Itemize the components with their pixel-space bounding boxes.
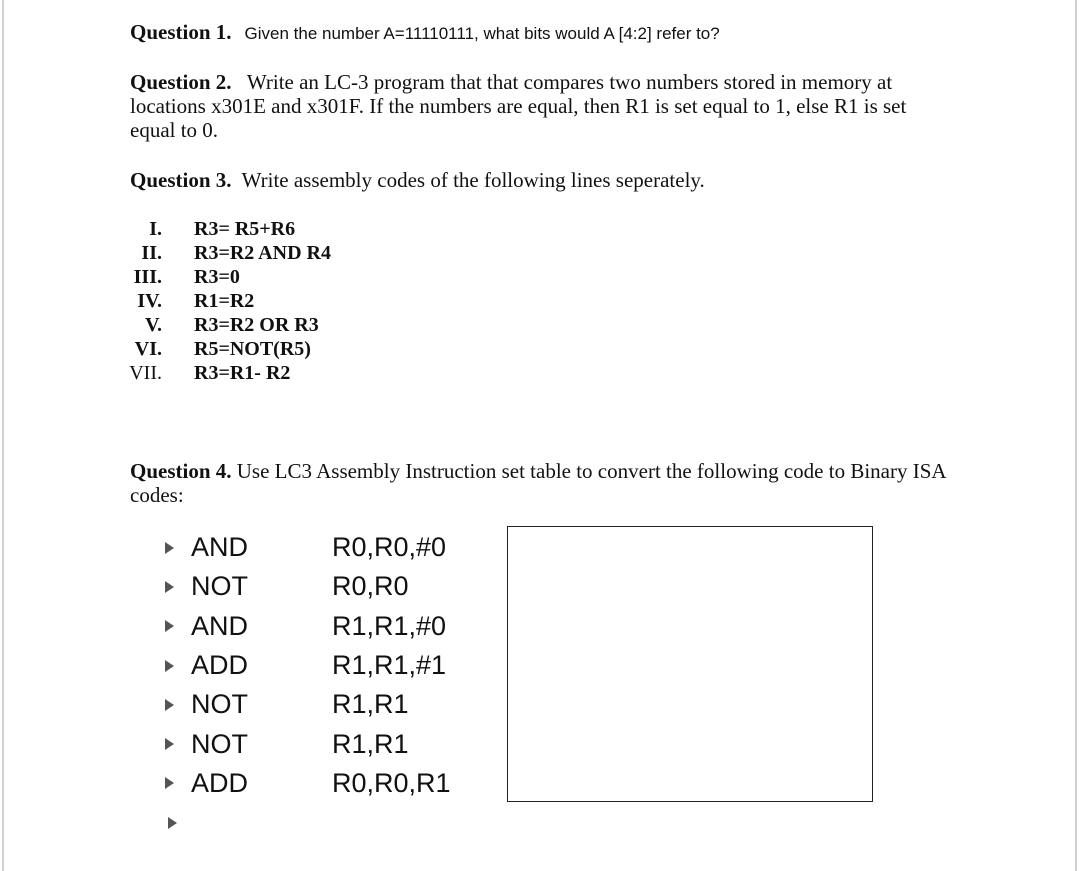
list-item-expression: R5=NOT(R5) <box>194 338 311 360</box>
page-border-left <box>2 0 4 871</box>
bullet-arrow-icon <box>165 699 174 711</box>
question-4-code-list <box>162 528 451 803</box>
bullet-arrow-icon <box>165 660 174 672</box>
code-line <box>162 685 451 724</box>
code-opcode: AND <box>191 610 249 641</box>
question-2-text: Write an LC-3 program that that compares two numbers stored in memory at locations x301E and x301F. If the numbers are equal, then R1 is set equal to 1, else R1 is set equal to 0. <box>130 70 907 142</box>
list-item <box>120 337 331 361</box>
code-opcode: ADD <box>191 767 249 798</box>
list-item-number: III. <box>133 266 162 288</box>
code-operands: R1,R1 <box>332 689 409 720</box>
list-item-expression: R3=R2 OR R3 <box>194 314 319 336</box>
list-item-expression: R3= R5+R6 <box>194 218 296 240</box>
code-operands: R0,R0,R1 <box>332 767 451 798</box>
list-item <box>120 361 331 385</box>
question-1-text: Given the number A=11110111, what bits would A [4:2] refer to? <box>244 24 720 43</box>
list-item-number: I. <box>149 218 162 240</box>
question-2 <box>130 70 950 142</box>
list-item-number: VI. <box>134 338 162 360</box>
list-item <box>120 289 331 313</box>
code-opcode: AND <box>191 532 249 563</box>
list-item <box>120 241 331 265</box>
code-opcode: ADD <box>191 650 249 681</box>
code-line <box>162 567 451 606</box>
list-item-expression: R3=R1- R2 <box>194 362 291 384</box>
code-operands: R0,R0,#0 <box>332 532 447 563</box>
question-1 <box>130 20 720 45</box>
bullet-arrow-icon <box>168 817 177 829</box>
question-4-title: Question 4. <box>130 459 232 483</box>
code-line <box>162 528 451 567</box>
list-item-number: VII. <box>129 362 162 384</box>
code-opcode: NOT <box>191 571 248 602</box>
list-item <box>120 217 331 241</box>
list-item-number: V. <box>145 314 162 336</box>
bullet-arrow-icon <box>165 777 174 789</box>
code-line <box>162 764 451 803</box>
bullet-arrow-icon <box>165 620 174 632</box>
list-item-number: II. <box>141 242 162 264</box>
question-3 <box>130 168 950 192</box>
code-opcode: NOT <box>191 728 248 759</box>
code-line <box>162 607 451 646</box>
question-2-title: Question 2. <box>130 70 232 94</box>
page-border-right <box>1075 0 1077 871</box>
question-3-text: Write assembly codes of the following lines seperately. <box>241 168 705 192</box>
empty-code-line <box>165 816 194 834</box>
question-3-list <box>120 217 331 385</box>
question-3-title: Question 3. <box>130 168 232 192</box>
code-line <box>162 646 451 685</box>
list-item-number: IV. <box>137 290 162 312</box>
list-item-expression: R1=R2 <box>194 290 255 312</box>
list-item-expression: R3=0 <box>194 266 240 288</box>
question-1-title: Question 1. <box>130 20 232 44</box>
list-item <box>120 265 331 289</box>
bullet-arrow-icon <box>165 542 174 554</box>
code-operands: R0,R0 <box>332 571 409 602</box>
list-item-expression: R3=R2 AND R4 <box>194 242 331 264</box>
answer-box[interactable] <box>507 526 873 802</box>
code-line <box>162 724 451 763</box>
list-item <box>120 313 331 337</box>
bullet-arrow-icon <box>165 581 174 593</box>
question-4 <box>130 459 950 507</box>
code-operands: R1,R1 <box>332 728 409 759</box>
bullet-arrow-icon <box>165 738 174 750</box>
question-4-text: Use LC3 Assembly Instruction set table to convert the following code to Binary ISA codes: <box>130 459 946 507</box>
code-opcode: NOT <box>191 689 248 720</box>
code-operands: R1,R1,#1 <box>332 650 447 681</box>
code-operands: R1,R1,#0 <box>332 610 447 641</box>
